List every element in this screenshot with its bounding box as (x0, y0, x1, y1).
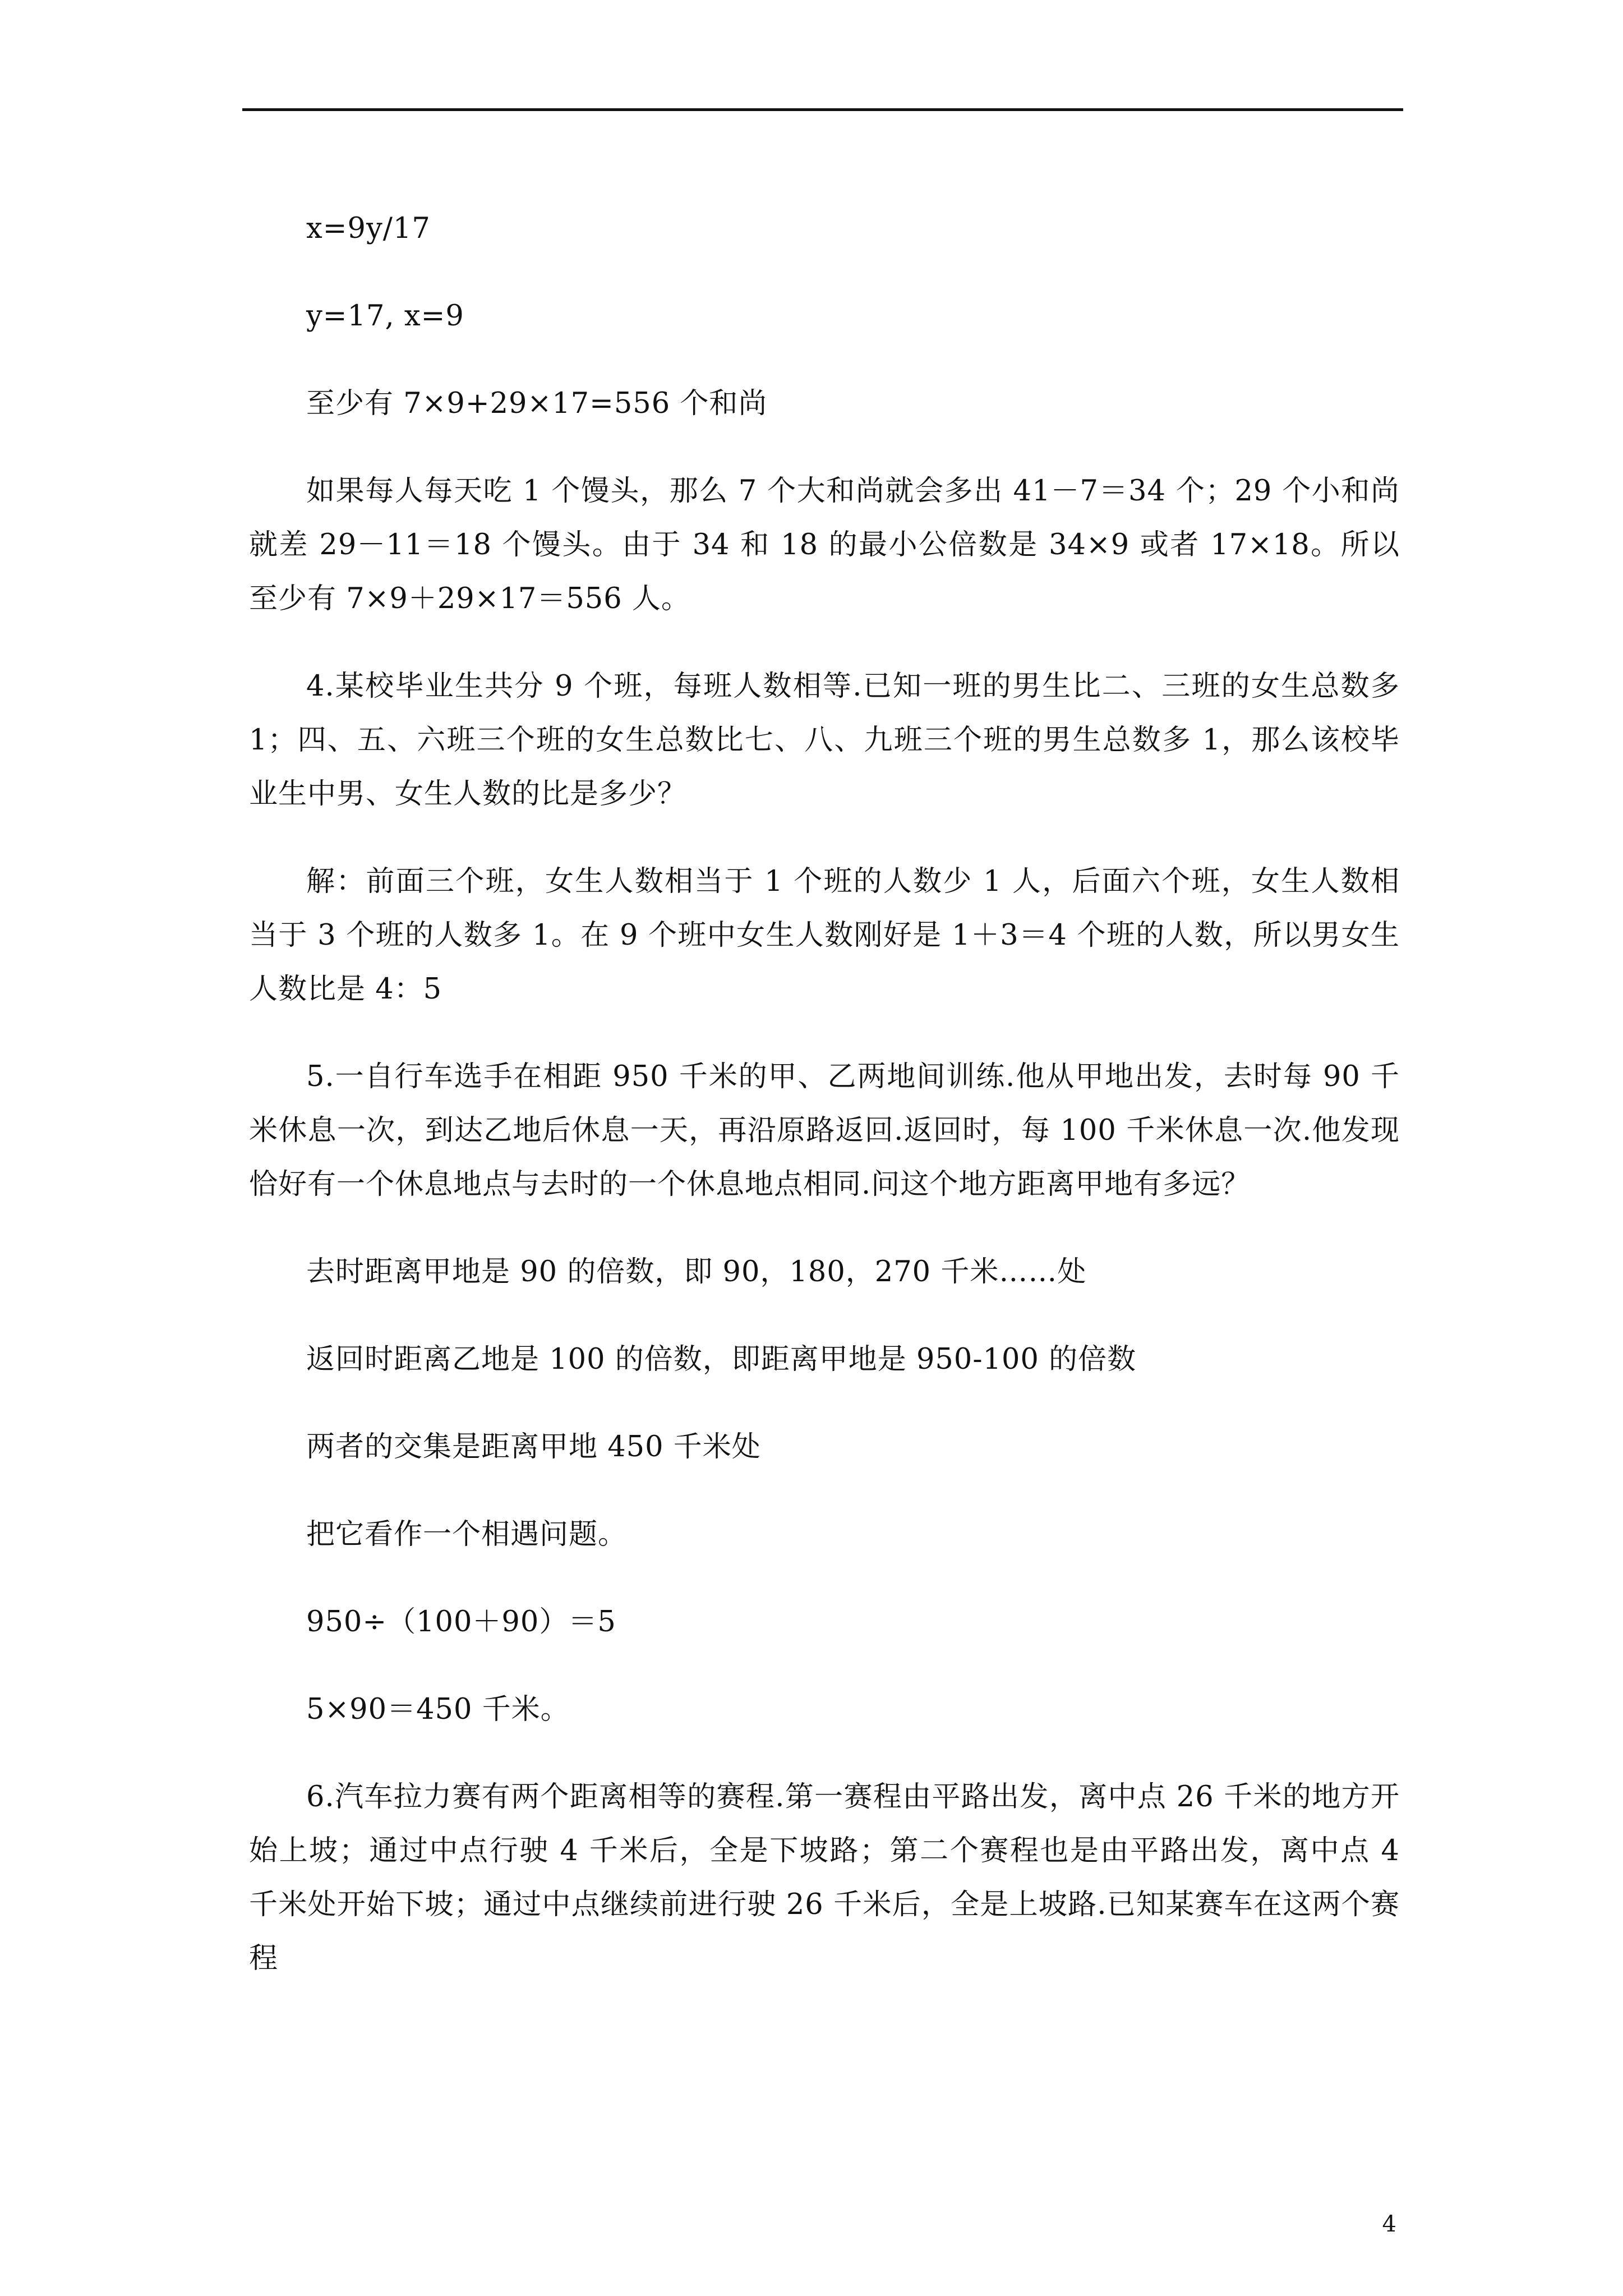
paragraph-answer-4: 解：前面三个班，女生人数相当于 1 个班的人数少 1 人，后面六个班，女生人数相当于 3 个班的人数多 1。在 9 个班中女生人数刚好是 1＋3＝4 个班的人数，所以男女生人数比是 4：5 (249, 865, 1400, 1006)
paragraph-outbound-stops: 去时距离甲地是 90 的倍数，即 90，180，270 千米……处 (306, 1255, 1087, 1289)
paragraph-monk-count: 至少有 7×9+29×17=556 个和尚 (306, 387, 768, 420)
paragraph-equation-values: y=17, x=9 (306, 300, 464, 333)
page-number: 4 (1382, 2211, 1396, 2237)
paragraph-meeting-problem: 把它看作一个相遇问题。 (306, 1518, 628, 1551)
paragraph-return-stops: 返回时距离乙地是 100 的倍数，即距离甲地是 950-100 的倍数 (306, 1343, 1137, 1376)
paragraph-monk-explanation: 如果每人每天吃 1 个馒头，那么 7 个大和尚就会多出 41－7＝34 个；29 个小和尚就差 29－11＝18 个馒头。由于 34 和 18 的最小公倍数是 34×9 或者 17×18。所以至少有 7×9＋29×17＝556 人。 (249, 475, 1400, 615)
paragraph-equation-x: x=9y/17 (306, 212, 431, 245)
paragraph-calc-result: 5×90＝450 千米。 (306, 1693, 570, 1726)
paragraph-question-6: 6.汽车拉力赛有两个距离相等的赛程.第一赛程由平路出发，离中点 26 千米的地方开始上坡；通过中点行驶 4 千米后，全是下坡路；第二个赛程也是由平路出发，离中点 4 千米处开始下坡；通过中点继续前进行驶 26 千米后，全是上坡路.已知某赛车在这两个赛程 (249, 1780, 1400, 1975)
paragraph-intersection: 两者的交集是距离甲地 450 千米处 (306, 1430, 761, 1464)
page-body (249, 202, 1400, 1986)
paragraph-question-5: 5.一自行车选手在相距 950 千米的甲、乙两地间训练.他从甲地出发，去时每 90 千米休息一次，到达乙地后休息一天，再沿原路返回.返回时，每 100 千米休息一次.他发现恰好有一个休息地点与去时的一个休息地点相同.问这个地方距离甲地有多远？ (249, 1060, 1400, 1201)
paragraph-calc-division: 950÷（100＋90）＝5 (306, 1605, 616, 1639)
header-rule (242, 108, 1403, 111)
paragraph-question-4: 4.某校毕业生共分 9 个班，每班人数相等.已知一班的男生比二、三班的女生总数多 1；四、五、六班三个班的女生总数比七、八、九班三个班的男生总数多 1，那么该校毕业生中男、女生人数的比是多少？ (249, 670, 1400, 811)
